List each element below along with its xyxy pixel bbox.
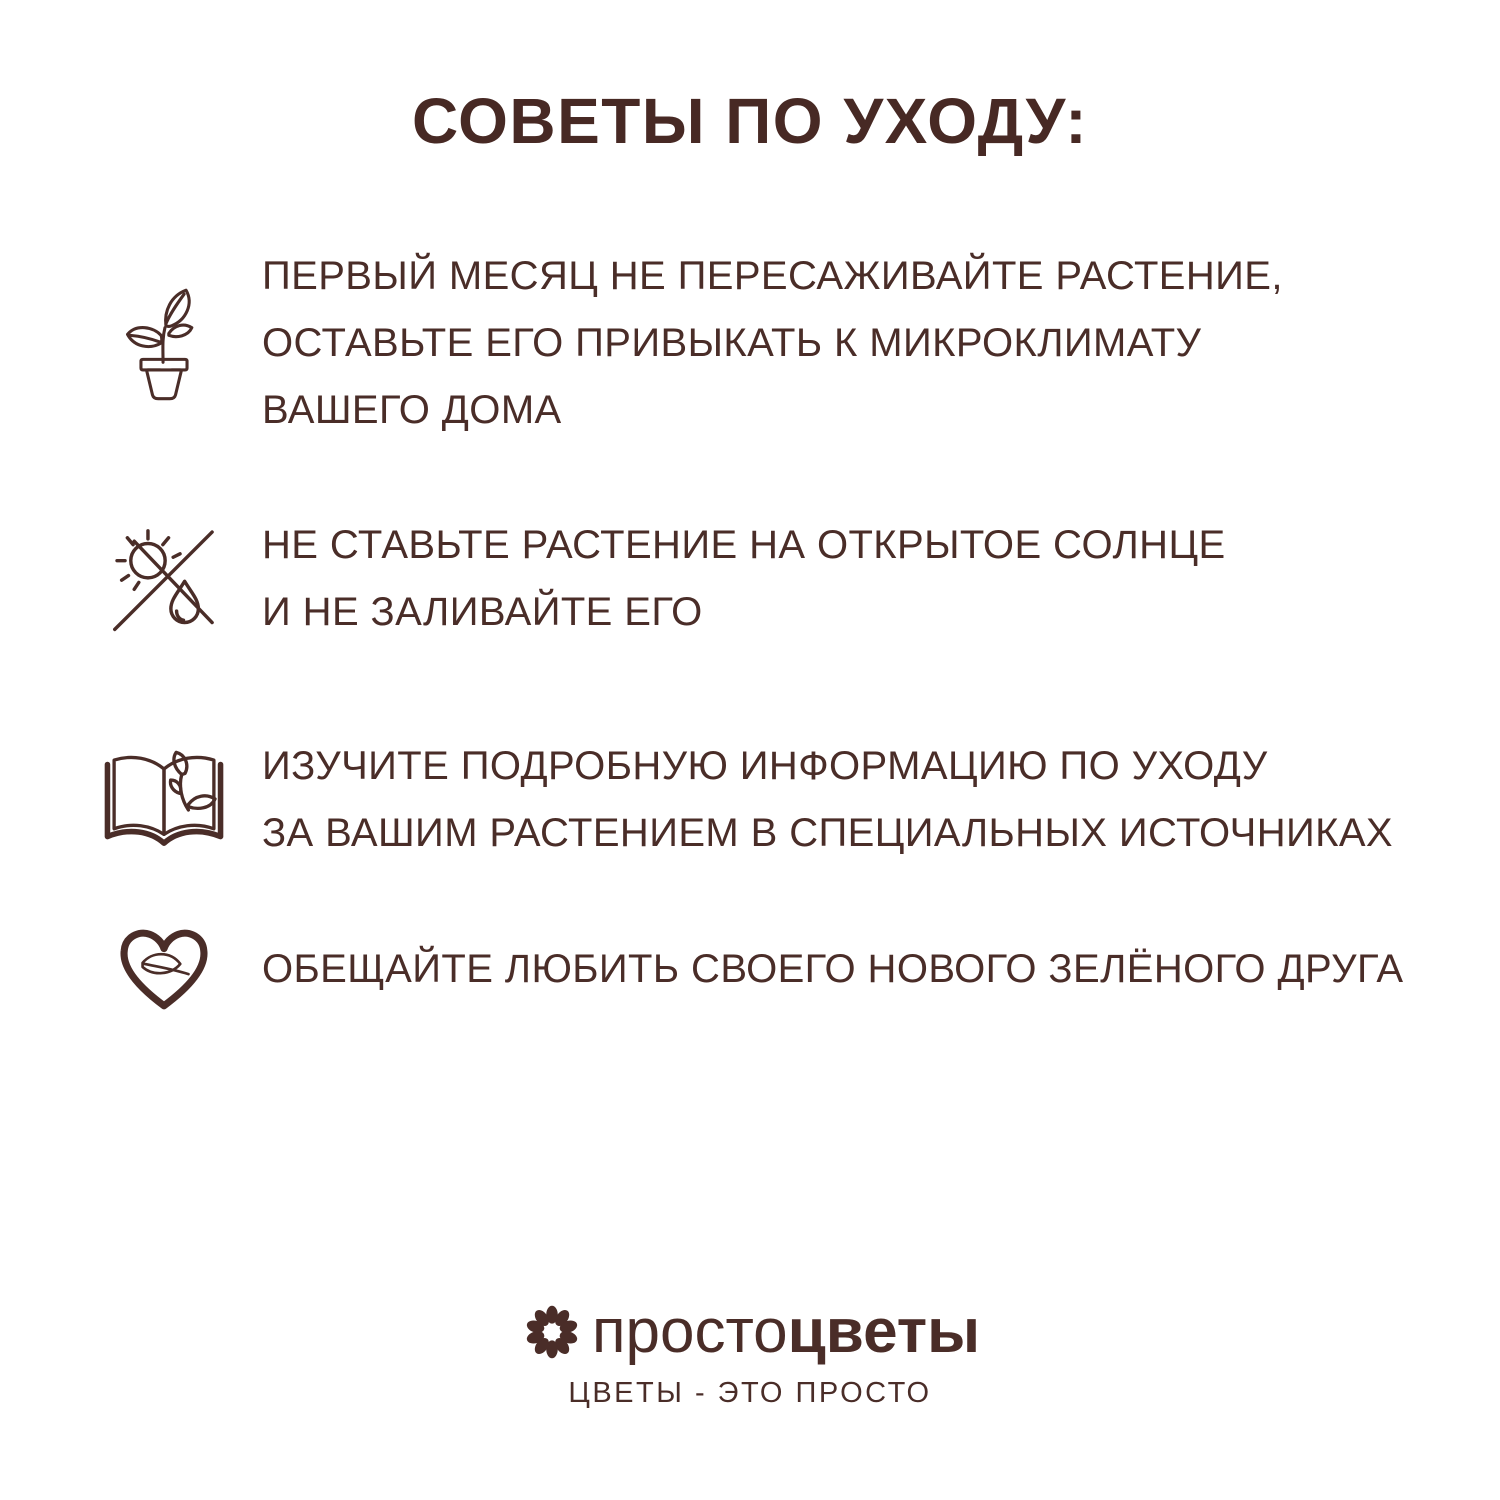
care-book-icon: [88, 749, 240, 851]
no-sun-no-overwatering-icon: [88, 516, 240, 642]
brand-name-bold: цветы: [787, 1297, 981, 1366]
heart-leaf-icon: [88, 922, 240, 1016]
tip-row-repotting: [88, 243, 1418, 444]
tip-line: ЗА ВАШИМ РАСТЕНИЕМ В СПЕЦИАЛЬНЫХ ИСТОЧНИКАХ: [262, 811, 1393, 855]
tip-row-love-plant: [88, 922, 1418, 1016]
tip-line: НЕ СТАВЬТЕ РАСТЕНИЕ НА ОТКРЫТОЕ СОЛНЦЕ: [262, 523, 1226, 567]
tip-row-no-sun-no-overwatering: [88, 512, 1418, 646]
brand-tagline: ЦВЕТЫ - ЭТО ПРОСТО: [568, 1376, 932, 1409]
tip-text: [262, 733, 1393, 867]
brand-name: [592, 1296, 980, 1367]
brand-name-regular: просто: [591, 1297, 788, 1366]
tip-text: [262, 936, 1403, 1003]
brand-line: [520, 1296, 980, 1367]
footer-brand: [0, 1296, 1500, 1410]
tip-line: ИЗУЧИТЕ ПОДРОБНУЮ ИНФОРМАЦИЮ ПО УХОДУ: [262, 744, 1268, 788]
tip-line: ВАШЕГО ДОМА: [262, 388, 562, 432]
page-title: СОВЕТЫ ПО УХОДУ:: [411, 85, 1089, 157]
tip-line: ПЕРВЫЙ МЕСЯЦ НЕ ПЕРЕСАЖИВАЙТЕ РАСТЕНИЕ,: [262, 254, 1283, 298]
tip-text: [262, 512, 1226, 646]
tip-line: И НЕ ЗАЛИВАЙТЕ ЕГО: [262, 590, 703, 634]
flower-logo-icon: [520, 1300, 584, 1364]
tip-line: ОСТАВЬТЕ ЕГО ПРИВЫКАТЬ К МИКРОКЛИМАТУ: [262, 321, 1202, 365]
tip-line: ОБЕЩАЙТЕ ЛЮБИТЬ СВОЕГО НОВОГО ЗЕЛЁНОГО ДРУГА: [262, 946, 1404, 991]
tip-row-study-care-info: [88, 733, 1418, 867]
potted-plant-icon: [88, 275, 240, 413]
tip-text: [262, 243, 1283, 444]
